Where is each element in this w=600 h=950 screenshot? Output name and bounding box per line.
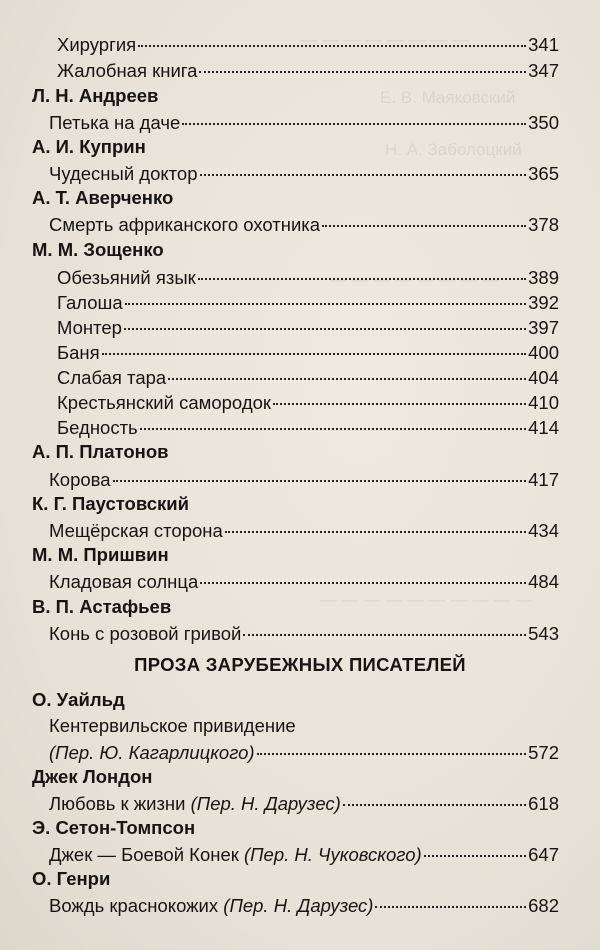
author-heading: В. П. Астафьев bbox=[32, 596, 172, 617]
entry-title: Корова bbox=[49, 469, 111, 490]
leader-dots bbox=[243, 616, 526, 636]
toc-entry[interactable] bbox=[49, 568, 559, 595]
entry-title[interactable]: Кентервильское привидение bbox=[49, 715, 296, 736]
entry-title: Жалобная книга bbox=[57, 60, 198, 81]
translator-text: (Пер. Н. Чуковского) bbox=[243, 844, 422, 865]
leader-dots bbox=[138, 27, 526, 47]
entry-title: Мещёрская сторона bbox=[49, 520, 223, 541]
author-heading: А. Т. Аверченко bbox=[32, 187, 174, 208]
page-number: 414 bbox=[528, 417, 559, 438]
author-heading: О. Уайльд bbox=[32, 689, 125, 710]
leader-dots bbox=[198, 260, 526, 280]
book-page: — — — — — — — — Е. В. Маяковский Н. А. Заболоцкий — — — — — — — — — — — — — — — — — — Хирургия 341 Жалобная книга 347 Л. Н. Андреев Петька на даче 350 А. И. Куприн Чудесный доктор 365 А. Т. Аверченко Смерть африканского охотника 378 М. М. Зощенко Обезьяний язык 389 Галоша 392 Монтер 397 Баня 400 Слабая тара 404 Крестьянский самородок 410 Бедность 414 А. П. Платонов Корова 417 К. Г. Паустовский Мещёрская сторона 434 М. М. Пришвин Кладовая солнца 484 В. П. Астафьев Конь с розовой гривой 543 ПРОЗА ЗАРУБЕЖНЫХ ПИСАТЕЛЕЙ О. Уайльд Кентервильское привидение (Пер. Ю. Кагарлицкого) 572 Джек Лондон Любовь к жизни (Пер. Н. Дарузес) 618 Э. Сетон-Томпсон Джек — Боевой Конек (Пер. Н. Чуковского) 647 О. Генри Вождь краснокожих (Пер. Н. Дарузес) 682 bbox=[0, 0, 600, 950]
leader-dots bbox=[113, 462, 527, 482]
leader-dots bbox=[200, 564, 526, 584]
author-heading: М. М. Пришвин bbox=[32, 544, 169, 565]
translator-credit bbox=[49, 740, 255, 766]
toc-entry[interactable] bbox=[49, 160, 559, 187]
leader-dots bbox=[225, 513, 526, 533]
page-number: 543 bbox=[528, 623, 559, 644]
toc-entry[interactable] bbox=[49, 620, 559, 647]
toc-entry[interactable] bbox=[49, 211, 559, 238]
page-number: 350 bbox=[528, 112, 559, 133]
page-number: 572 bbox=[528, 742, 559, 763]
leader-dots bbox=[343, 786, 526, 806]
page-number: 417 bbox=[528, 469, 559, 490]
toc-entry[interactable] bbox=[57, 57, 559, 84]
translator-text: (Пер. Н. Дарузес) bbox=[223, 895, 374, 916]
toc-entry[interactable] bbox=[49, 517, 559, 544]
author-heading: М. М. Зощенко bbox=[32, 239, 164, 260]
toc-entry[interactable] bbox=[49, 109, 559, 136]
page-number: 365 bbox=[528, 163, 559, 184]
leader-dots bbox=[140, 410, 526, 430]
entry-title: Баня bbox=[57, 342, 100, 363]
page-number: 397 bbox=[528, 317, 559, 338]
entry-title: Обезьяний язык bbox=[57, 267, 196, 288]
leader-dots bbox=[102, 335, 526, 355]
entry-title bbox=[49, 791, 341, 817]
page-number: 682 bbox=[528, 895, 559, 916]
entry-title: Крестьянский самородок bbox=[57, 392, 271, 413]
leader-dots bbox=[168, 360, 526, 380]
translator-text: (Пер. Ю. Кагарлицкого) bbox=[49, 742, 255, 763]
entry-title: Чудесный доктор bbox=[49, 163, 198, 184]
entry-title bbox=[49, 893, 373, 919]
page-number: 484 bbox=[528, 571, 559, 592]
author-heading: О. Генри bbox=[32, 868, 111, 889]
entry-title: Смерть африканского охотника bbox=[49, 214, 321, 235]
page-number: 434 bbox=[528, 520, 559, 541]
toc-entry[interactable] bbox=[49, 790, 559, 817]
toc-entry[interactable] bbox=[49, 841, 559, 868]
entry-title bbox=[49, 842, 422, 868]
toc-entry[interactable] bbox=[49, 466, 559, 493]
toc-entry[interactable] bbox=[49, 739, 559, 766]
page-number: 618 bbox=[528, 793, 559, 814]
entry-title: Бедность bbox=[57, 417, 138, 438]
leader-dots bbox=[199, 53, 526, 73]
page-number: 347 bbox=[528, 60, 559, 81]
section-heading: ПРОЗА ЗАРУБЕЖНЫХ ПИСАТЕЛЕЙ bbox=[134, 654, 466, 675]
page-number: 341 bbox=[528, 34, 559, 55]
leader-dots bbox=[182, 105, 526, 125]
entry-title: Монтер bbox=[57, 317, 122, 338]
page-number: 389 bbox=[528, 267, 559, 288]
author-heading: Э. Сетон-Томпсон bbox=[32, 817, 196, 838]
entry-title: Конь с розовой гривой bbox=[49, 623, 242, 644]
leader-dots bbox=[124, 310, 526, 330]
leader-dots bbox=[125, 285, 526, 305]
entry-title: Хирургия bbox=[57, 34, 137, 55]
leader-dots bbox=[273, 385, 526, 405]
work-title: Любовь к жизни bbox=[49, 793, 186, 814]
translator-text: (Пер. Н. Дарузес) bbox=[190, 793, 341, 814]
page-number: 410 bbox=[528, 392, 559, 413]
entry-title: Слабая тара bbox=[57, 367, 167, 388]
leader-dots bbox=[375, 888, 526, 908]
author-heading: К. Г. Паустовский bbox=[32, 493, 190, 514]
leader-dots bbox=[200, 156, 527, 176]
entry-title: Кладовая солнца bbox=[49, 571, 199, 592]
page-number: 378 bbox=[528, 214, 559, 235]
toc-entry[interactable] bbox=[57, 414, 559, 441]
leader-dots bbox=[257, 735, 527, 755]
work-title: Джек — Боевой Конек bbox=[49, 844, 239, 865]
toc-entry[interactable] bbox=[49, 892, 559, 919]
work-title: Вождь краснокожих bbox=[49, 895, 219, 916]
entry-title: Галоша bbox=[57, 292, 123, 313]
author-heading: Джек Лондон bbox=[32, 766, 153, 787]
page-number: 647 bbox=[528, 844, 559, 865]
page-number: 392 bbox=[528, 292, 559, 313]
author-heading: А. П. Платонов bbox=[32, 441, 169, 462]
page-number: 400 bbox=[528, 342, 559, 363]
leader-dots bbox=[424, 837, 526, 857]
leader-dots bbox=[322, 207, 526, 227]
entry-title: Петька на даче bbox=[49, 112, 181, 133]
author-heading: А. И. Куприн bbox=[32, 136, 146, 157]
author-heading: Л. Н. Андреев bbox=[32, 85, 159, 106]
page-number: 404 bbox=[528, 367, 559, 388]
